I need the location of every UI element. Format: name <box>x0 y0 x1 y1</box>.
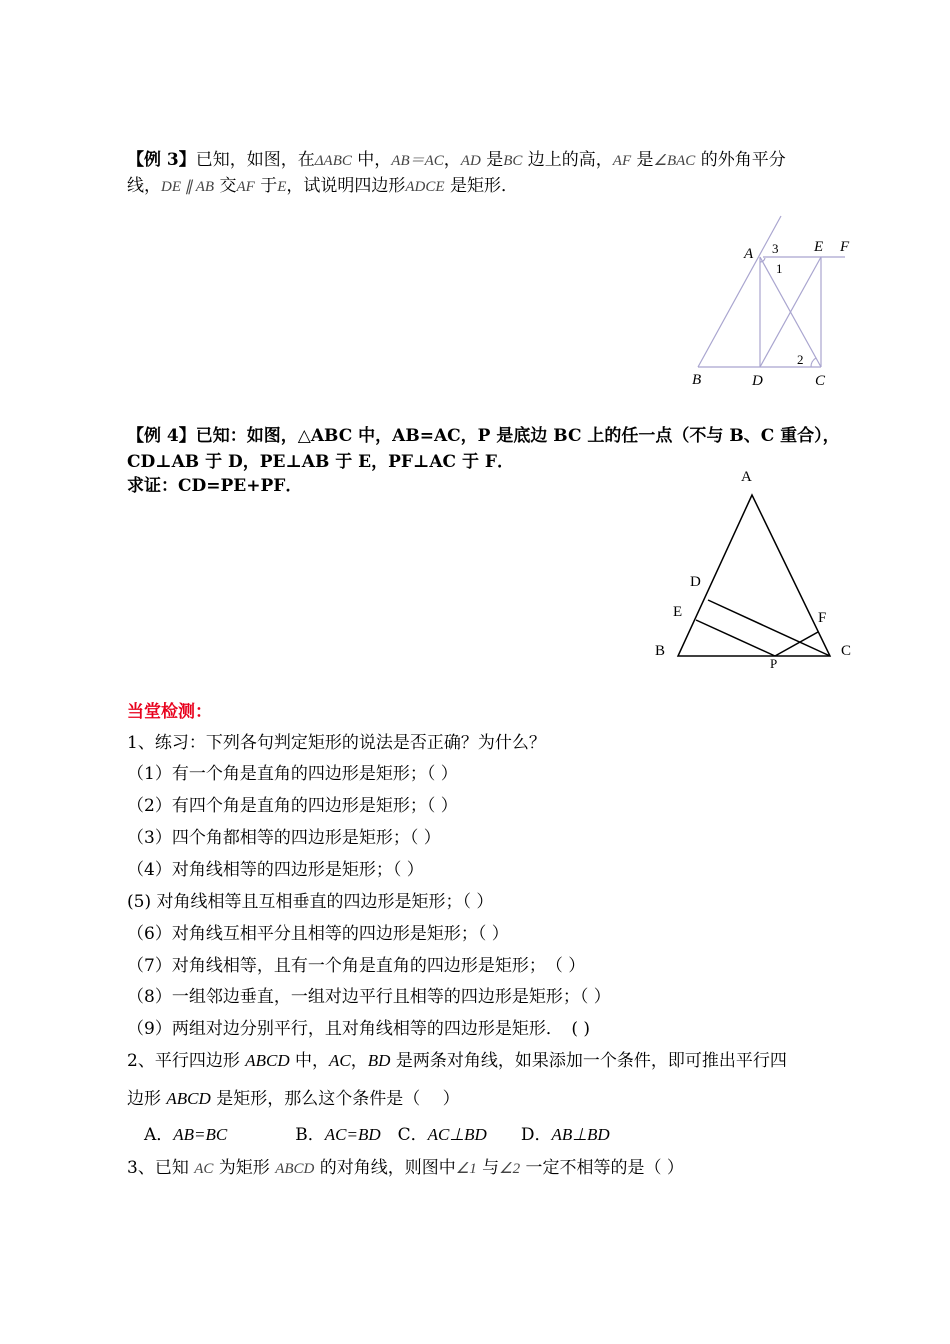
math-expression: AF <box>236 179 255 195</box>
example3-heading: 【例 3】 <box>127 150 196 170</box>
label-p: P <box>770 656 778 671</box>
text-run: B． <box>227 1125 325 1145</box>
label-c: C <box>815 373 826 389</box>
label-b: B <box>655 643 666 659</box>
check-item-8: （8）一组邻边垂直，一组对边平行且相等的四边形是矩形；（ ） <box>127 987 611 1007</box>
math-expression: E <box>277 179 287 195</box>
text-run: D． <box>486 1125 552 1145</box>
example3-line1 <box>127 148 786 173</box>
label-b: B <box>692 372 702 388</box>
label-1: 1 <box>776 261 783 276</box>
math-expression: ABCD <box>275 1161 315 1177</box>
text-run: ， <box>350 1051 368 1071</box>
example4-line1: 【例 4】已知：如图，△ABC 中，AB=AC，P 是底边 BC 上的任一点（不与 B、C 重合）， <box>127 426 840 446</box>
check-item-6: （6）对角线互相平分且相等的四边形是矩形；（ ） <box>127 924 509 944</box>
example4-figure <box>640 462 870 677</box>
segment-pf <box>775 632 818 656</box>
math-expression: ABCD <box>166 1089 211 1108</box>
label-3: 3 <box>772 241 779 256</box>
math-expression: ∠BAC <box>653 153 696 169</box>
text-run: 2、平行四边形 <box>127 1051 246 1071</box>
label-f: F <box>818 610 827 626</box>
check-item-1: （1）有一个角是直角的四边形是矩形；（ ） <box>127 764 458 784</box>
text-run: 是矩形，那么这个条件是（ ） <box>210 1089 460 1109</box>
text-run: 边形 <box>127 1089 167 1109</box>
check-item-3: （3）四个角都相等的四边形是矩形；（ ） <box>127 828 441 848</box>
text-run: 是两条对角线，如果添加一个条件，即可推出平行四 <box>390 1051 787 1071</box>
text-run: 是 <box>480 150 504 170</box>
label-a: A <box>741 469 752 485</box>
check-title: 当堂检测： <box>127 702 212 722</box>
text-run: 线， <box>127 176 161 196</box>
math-expression: AC=BD <box>324 1125 381 1144</box>
text-run: 中， <box>351 150 392 170</box>
text-run: 的外角平分 <box>695 150 786 170</box>
text-run: 一定不相等的是（ ） <box>520 1158 684 1178</box>
math-expression: DE ∥ AB <box>161 179 215 195</box>
text-run: 中， <box>289 1051 330 1071</box>
math-expression: AC <box>194 1161 214 1177</box>
line-ba-extended <box>698 216 781 367</box>
math-expression: ΔABC <box>314 153 352 169</box>
text-run: ， <box>443 150 461 170</box>
check-q2-options <box>127 1123 610 1147</box>
example3-figure <box>680 210 870 395</box>
label-e: E <box>814 239 824 255</box>
text-run: ，试说明四边形 <box>286 176 406 196</box>
math-expression: AB⊥BD <box>551 1125 610 1144</box>
text-run: 是 <box>631 150 654 170</box>
text-run: 的对角线，则图中 <box>314 1158 456 1178</box>
label-2: 2 <box>797 352 804 367</box>
check-item-9: （9）两组对边分别平行，且对角线相等的四边形是矩形． ( ) <box>127 1019 590 1039</box>
text-run: 与 <box>476 1158 500 1178</box>
example4-line2: CD⊥AB 于 D，PE⊥AB 于 E，PF⊥AC 于 F． <box>127 452 514 472</box>
text-run: 是矩形． <box>444 176 518 196</box>
text-run: 于 <box>254 176 278 196</box>
label-d: D <box>752 373 763 389</box>
check-q2-line1 <box>127 1049 787 1073</box>
math-expression: AB=BC <box>173 1125 228 1144</box>
example3-line1-body <box>196 150 786 170</box>
math-expression: BD <box>367 1051 391 1070</box>
check-item-2: （2）有四个角是直角的四边形是矩形；（ ） <box>127 796 458 816</box>
example4-line3: 求证：CD=PE+PF． <box>127 476 303 496</box>
math-expression: ∠1 <box>455 1161 477 1177</box>
check-item-7: （7）对角线相等，且有一个角是直角的四边形是矩形； （ ） <box>127 956 586 976</box>
math-expression: AC⊥BD <box>427 1125 487 1144</box>
math-expression: AF <box>612 153 632 169</box>
segment-cd <box>708 600 830 656</box>
check-item-5: (5) 对角线相等且互相垂直的四边形是矩形；（ ） <box>127 892 494 912</box>
angle-mark-2 <box>811 358 816 367</box>
label-d: D <box>690 574 701 590</box>
math-expression: AC <box>329 1051 351 1070</box>
math-expression: ∠2 <box>499 1161 521 1177</box>
check-q1: 1、练习：下列各句判定矩形的说法是否正确？为什么？ <box>127 733 546 753</box>
text-run: 已知，如图，在 <box>195 150 315 170</box>
math-expression: ADCE <box>405 179 445 195</box>
math-expression: ABCD <box>245 1051 290 1070</box>
text-run: 边上的高， <box>522 150 613 170</box>
label-e: E <box>673 604 683 620</box>
text-run: A． <box>127 1125 174 1145</box>
example3-line2 <box>127 174 518 199</box>
text-run: 交 <box>214 176 237 196</box>
math-expression: AB＝AC <box>391 153 444 169</box>
text-run: 3、已知 <box>127 1158 195 1178</box>
text-run: C． <box>380 1125 428 1145</box>
check-q3 <box>127 1156 684 1181</box>
text-run: 为矩形 <box>213 1158 276 1178</box>
label-a: A <box>744 246 754 262</box>
math-expression: AD <box>460 153 481 169</box>
label-f: F <box>840 239 850 255</box>
math-expression: BC <box>503 153 523 169</box>
check-item-4: （4）对角线相等的四边形是矩形；（ ） <box>127 860 424 880</box>
label-c: C <box>841 643 852 659</box>
check-q2-line2 <box>127 1087 460 1111</box>
